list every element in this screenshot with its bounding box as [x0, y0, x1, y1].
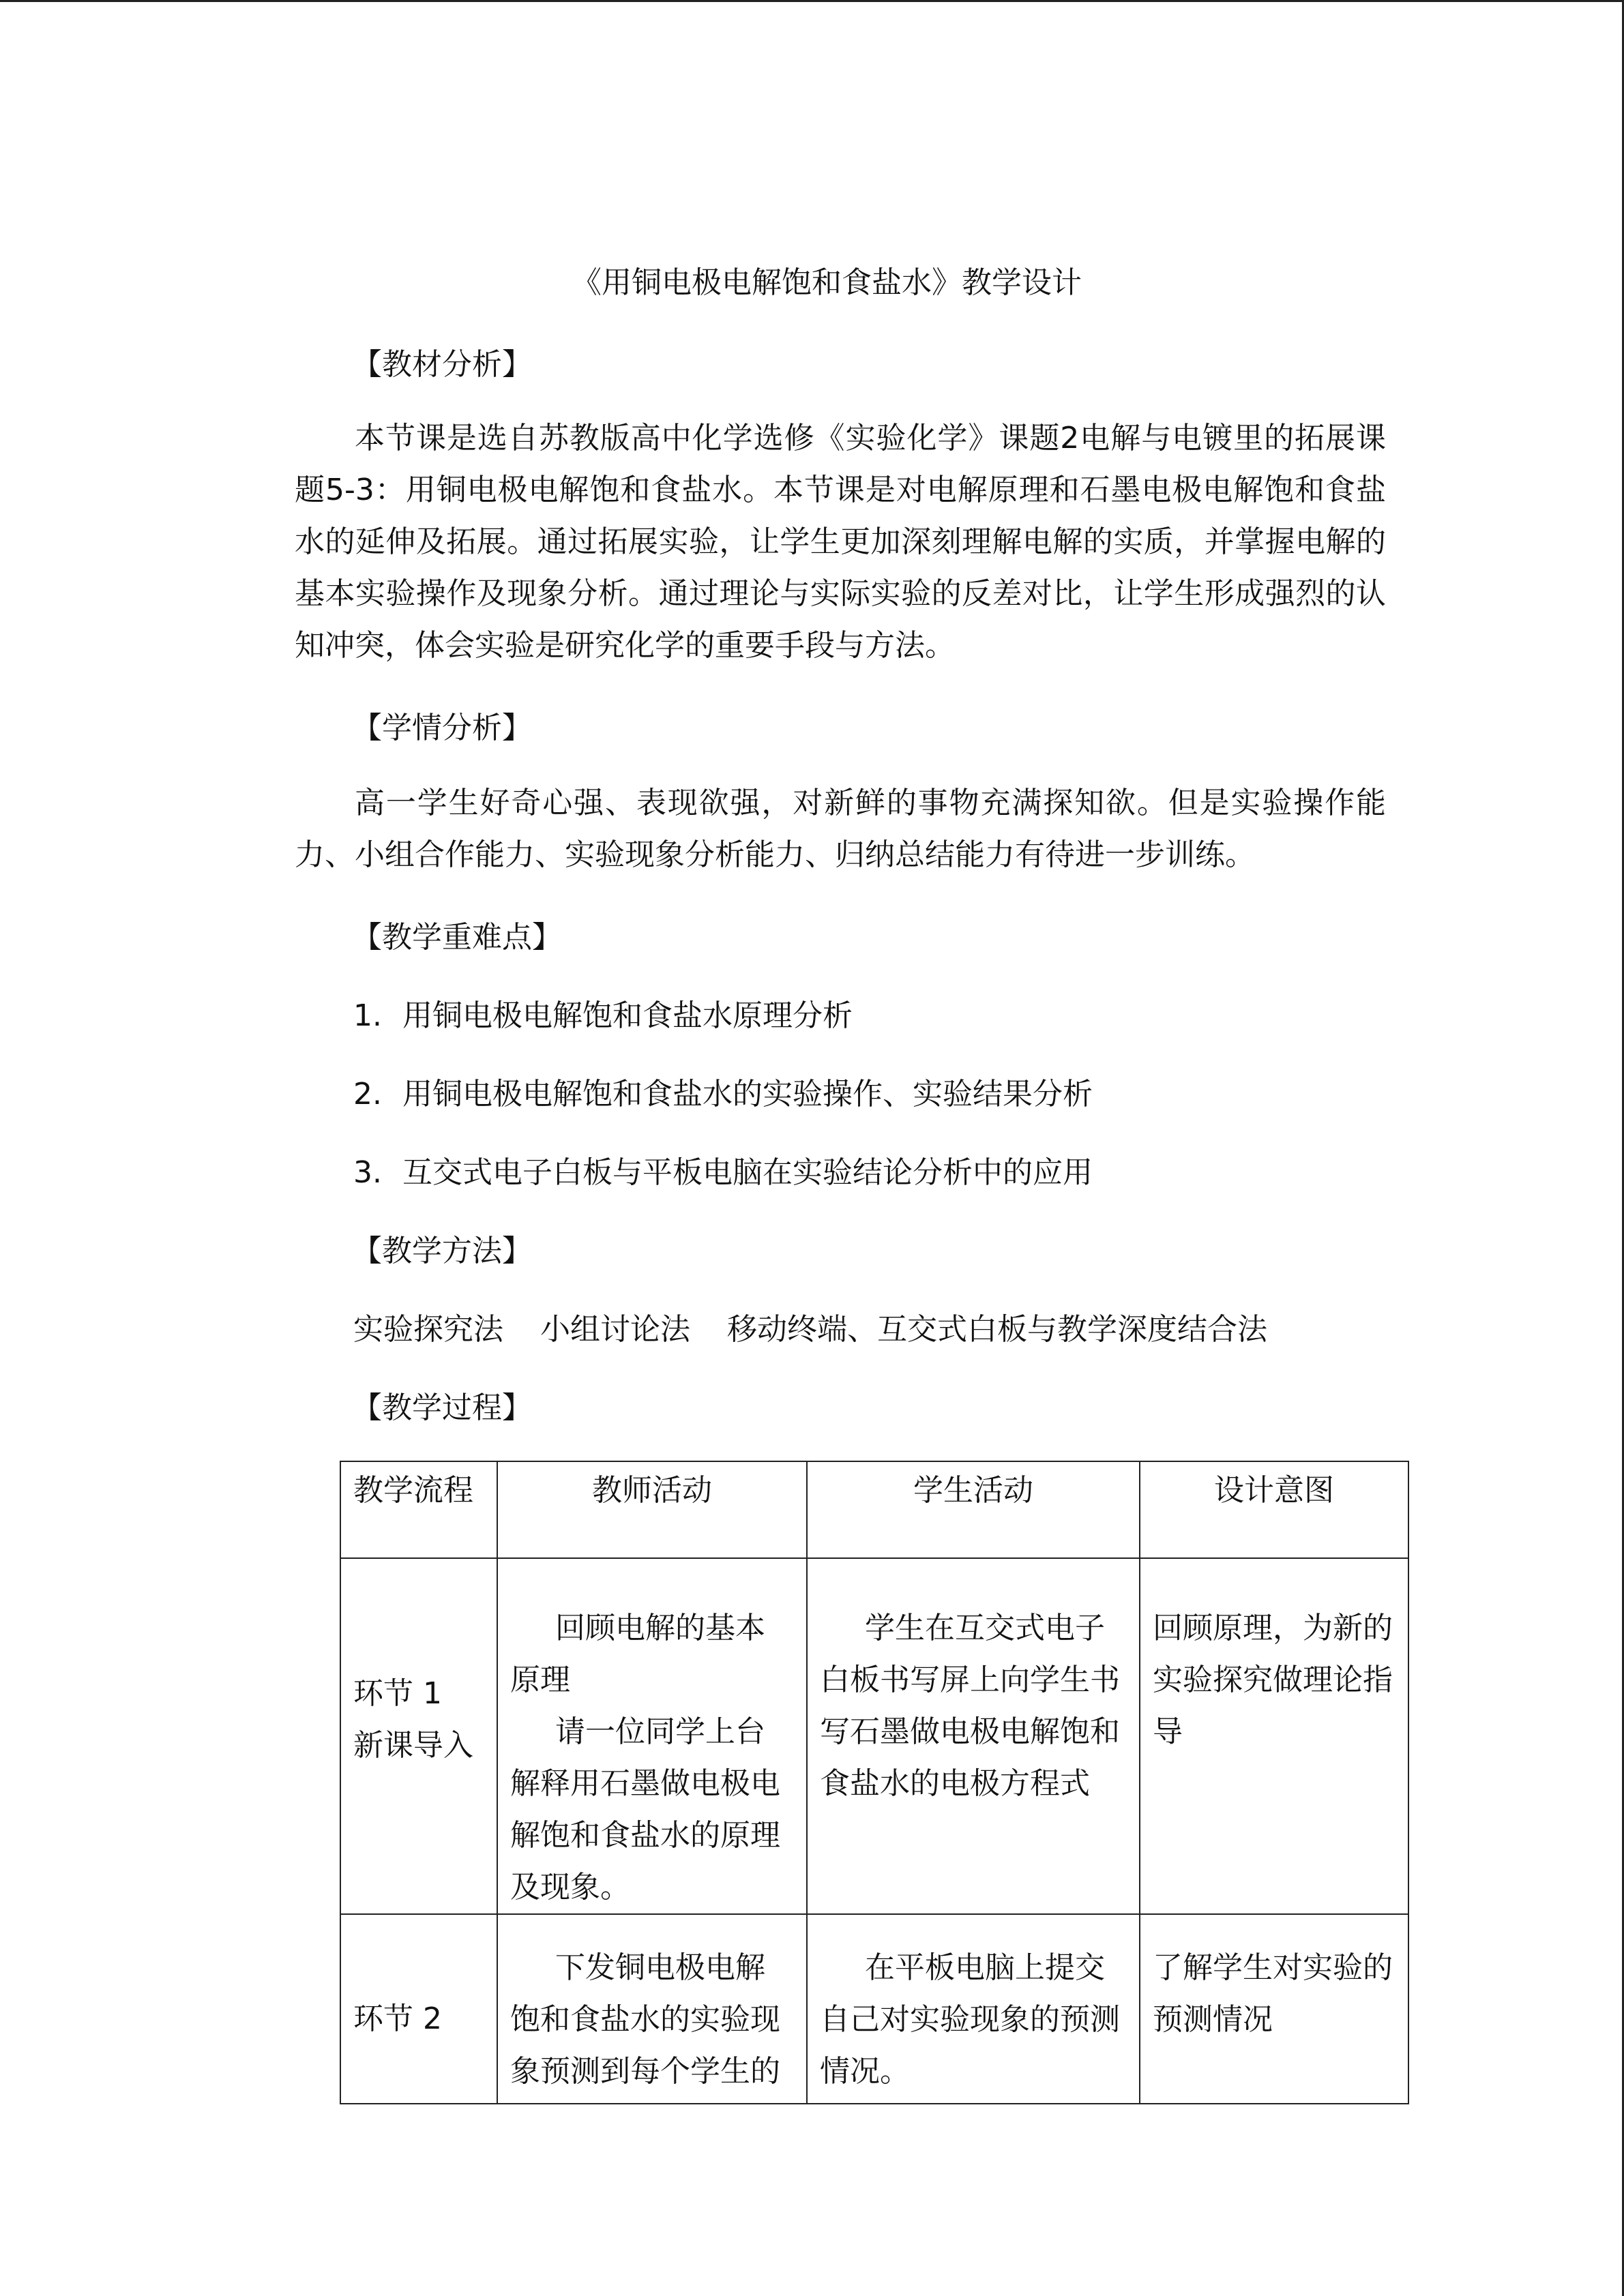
- header-teacher: 教师活动: [497, 1461, 807, 1558]
- teacher-activity-text: 下发铜电极电解饱和食盐水的实验现象预测到每个学生的: [510, 1950, 780, 2089]
- table-row: [340, 1558, 1408, 1914]
- key-points-heading: 【教学重难点】: [352, 920, 562, 955]
- page-top-border: [0, 0, 1624, 2]
- method-item: 移动终端、互交式白板与教学深度结合法: [727, 1312, 1267, 1347]
- stage-cell: [340, 1914, 497, 2104]
- stage-name: 新课导入: [353, 1728, 473, 1763]
- key-point-item: [353, 1152, 1093, 1193]
- stage-number: 环节 1: [353, 1676, 442, 1711]
- material-paragraph: 本节课是选自苏教版高中化学选修《实验化学》课题2电解与电镀里的拓展课题5-3：用铜电极电解饱和食盐水。本节课是对电解原理和石墨电极电解饱和食盐水的延伸及拓展。通过拓展实验，让学生更加深刻理解电解的实质，并掌握电解的基本实验操作及现象分析。通过理论与实际实验的反差对比，让学生形成强烈的认知冲突，体会实验是研究化学的重要手段与方法。: [295, 421, 1386, 663]
- design-intent-text: 回顾原理，为新的实验探究做理论指导: [1153, 1611, 1393, 1749]
- table-header-row: [340, 1461, 1408, 1558]
- material-heading: 【教材分析】: [352, 347, 532, 382]
- stage-cell: [340, 1558, 497, 1914]
- intent-cell: [1140, 1914, 1408, 2104]
- method-list: [353, 1309, 1304, 1350]
- student-heading: 【学情分析】: [352, 711, 532, 745]
- method-item: 小组讨论法: [540, 1312, 690, 1347]
- teacher-cell: [497, 1558, 807, 1914]
- table-row: [340, 1914, 1408, 2104]
- student-activity-text: 在平板电脑上提交自己对实验现象的预测情况。: [820, 1950, 1120, 2089]
- student-cell: [807, 1914, 1140, 2104]
- header-student: 学生活动: [807, 1461, 1140, 1558]
- student-cell: [807, 1558, 1140, 1914]
- key-point-text: 用铜电极电解饱和食盐水的实验操作、实验结果分析: [402, 1077, 1093, 1112]
- method-item: 实验探究法: [353, 1312, 503, 1347]
- student-paragraph: 高一学生好奇心强、表现欲强，对新鲜的事物充满探知欲。但是实验操作能力、小组合作能力、实验现象分析能力、归纳总结能力有待进一步训练。: [295, 786, 1386, 872]
- header-stage: 教学流程: [340, 1461, 497, 1558]
- teacher-activity-text: 回顾电解的基本原理: [510, 1611, 765, 1697]
- teacher-activity-text: 请一位同学上台解释用石墨做电极电解饱和食盐水的原理及现象。: [510, 1714, 780, 1905]
- key-point-text: 用铜电极电解饱和食盐水原理分析: [402, 998, 853, 1033]
- header-intent: 设计意图: [1140, 1461, 1408, 1558]
- stage-number: 环节 2: [353, 2001, 442, 2036]
- key-point-item: [353, 996, 853, 1037]
- teacher-cell: [497, 1914, 807, 2104]
- process-heading: 【教学过程】: [352, 1390, 532, 1425]
- method-heading: 【教学方法】: [352, 1234, 532, 1268]
- intent-cell: [1140, 1558, 1408, 1914]
- key-point-text: 互交式电子白板与平板电脑在实验结论分析中的应用: [402, 1155, 1093, 1190]
- key-point-number: 2.: [353, 1077, 382, 1112]
- student-activity-text: 学生在互交式电子白板书写屏上向学生书写石墨做电极电解饱和食盐水的电极方程式: [820, 1611, 1120, 1801]
- key-point-number: 3.: [353, 1155, 382, 1190]
- process-table: [340, 1461, 1409, 2104]
- key-point-item: [353, 1074, 1093, 1115]
- key-point-number: 1.: [353, 998, 382, 1033]
- document-title: 《用铜电极电解饱和食盐水》教学设计: [572, 265, 1082, 300]
- design-intent-text: 了解学生对实验的预测情况: [1153, 1950, 1393, 2037]
